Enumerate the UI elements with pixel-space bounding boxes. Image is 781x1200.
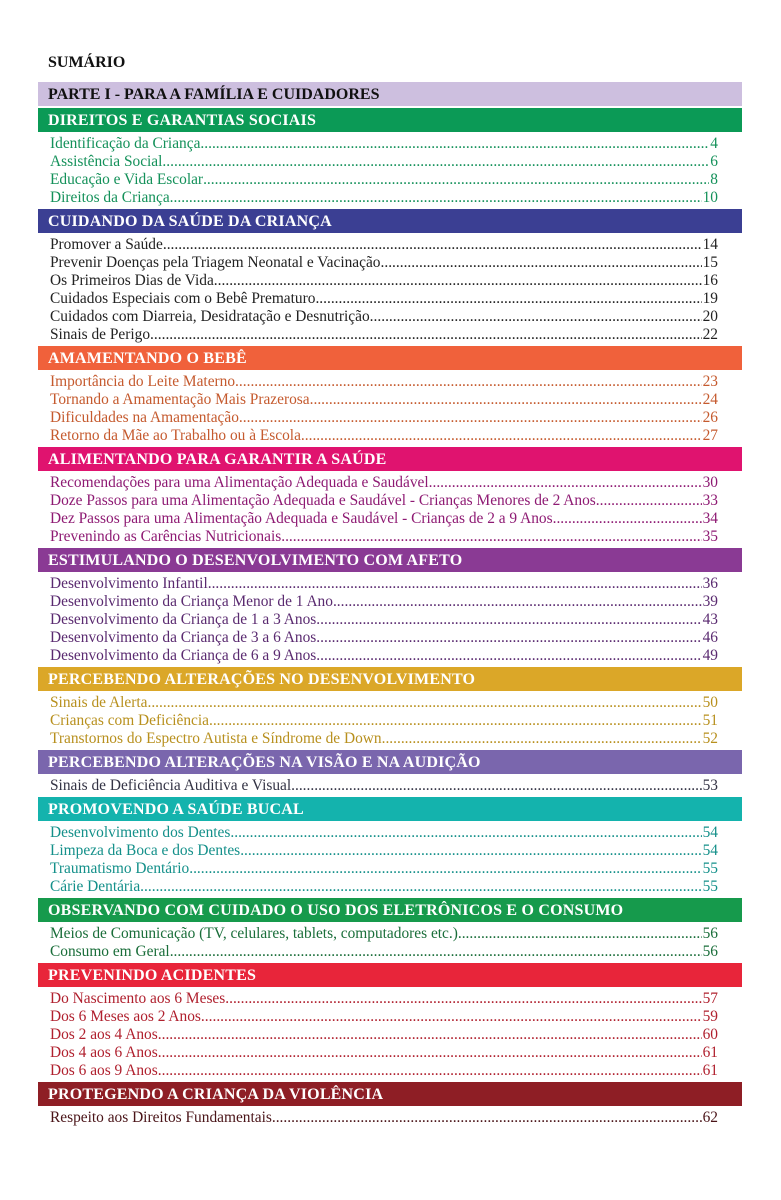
entry-label: Recomendações para uma Alimentação Adequada e Saudável: [50, 474, 429, 491]
toc-entry[interactable]: [50, 189, 718, 207]
entry-label: Sinais de Alerta: [50, 694, 148, 711]
entry-page-number: 51: [702, 712, 718, 729]
entry-page-number: 33: [702, 492, 718, 509]
dot-leader: [214, 272, 702, 290]
entry-page-number: 61: [702, 1044, 718, 1061]
dot-leader: [189, 860, 701, 878]
toc-entry[interactable]: [50, 777, 718, 795]
toc-entry[interactable]: [50, 272, 718, 290]
entry-label: Desenvolvimento da Criança de 3 a 6 Anos: [50, 629, 317, 646]
entry-label: Cuidados com Diarreia, Desidratação e Desnutrição: [50, 308, 370, 325]
toc-entry[interactable]: [50, 308, 718, 326]
entry-label: Limpeza da Boca e dos Dentes: [50, 842, 241, 859]
toc-entry[interactable]: [50, 842, 718, 860]
section-heading: PERCEBENDO ALTERAÇÕES NO DESENVOLVIMENTO: [38, 667, 742, 691]
dot-leader: [163, 236, 702, 254]
toc-entry[interactable]: [50, 171, 718, 189]
entry-label: Dos 4 aos 6 Anos: [50, 1044, 158, 1061]
entry-list: [38, 987, 742, 1080]
entry-page-number: 30: [702, 474, 718, 491]
entry-list: [38, 572, 742, 665]
dot-leader: [429, 474, 702, 492]
entry-label: Do Nascimento aos 6 Meses: [50, 990, 226, 1007]
entry-list: [38, 774, 742, 795]
dot-leader: [596, 492, 702, 510]
entry-list: [38, 691, 742, 748]
toc-entry[interactable]: [50, 611, 718, 629]
dot-leader: [381, 254, 702, 272]
dot-leader: [291, 777, 701, 795]
entry-label: Cuidados Especiais com o Bebê Prematuro: [50, 290, 316, 307]
section-heading: CUIDANDO DA SAÚDE DA CRIANÇA: [38, 209, 742, 233]
toc-entry[interactable]: [50, 373, 718, 391]
entry-page-number: 39: [702, 593, 718, 610]
toc-section: [38, 797, 742, 896]
dot-leader: [201, 1008, 702, 1026]
dot-leader: [553, 510, 702, 528]
entry-page-number: 61: [702, 1062, 718, 1079]
dot-leader: [208, 575, 702, 593]
dot-leader: [150, 326, 702, 344]
entry-label: Desenvolvimento Infantil: [50, 575, 208, 592]
entry-label: Prevenindo as Carências Nutricionais: [50, 528, 282, 545]
page-title: SUMÁRIO: [48, 54, 126, 71]
dot-leader: [301, 427, 702, 445]
entry-page-number: 56: [702, 925, 718, 942]
toc-entry[interactable]: [50, 647, 718, 665]
toc-entry[interactable]: [50, 712, 718, 730]
dot-leader: [162, 153, 709, 171]
entry-page-number: 10: [702, 189, 718, 206]
table-of-contents: [38, 52, 742, 1129]
toc-entry[interactable]: [50, 427, 718, 445]
entry-page-number: 20: [702, 308, 718, 325]
entry-label: Promover a Saúde: [50, 236, 163, 253]
entry-label: Prevenir Doenças pela Triagem Neonatal e Vacinação: [50, 254, 381, 271]
section-heading: AMAMENTANDO O BEBÊ: [38, 346, 742, 370]
toc-section: [38, 963, 742, 1080]
toc-section: [38, 447, 742, 546]
dot-leader: [316, 611, 701, 629]
dot-leader: [209, 712, 702, 730]
section-heading: PROTEGENDO A CRIANÇA DA VIOLÊNCIA: [38, 1082, 742, 1106]
toc-entry[interactable]: [50, 492, 718, 510]
toc-entry[interactable]: [50, 135, 718, 153]
entry-page-number: 6: [710, 153, 718, 170]
entry-list: [38, 922, 742, 961]
toc-entry[interactable]: [50, 474, 718, 492]
dot-leader: [310, 391, 702, 409]
entry-list: [38, 370, 742, 445]
entry-page-number: 16: [702, 272, 718, 289]
toc-entry[interactable]: [50, 409, 718, 427]
entry-page-number: 43: [702, 611, 718, 628]
toc-entry[interactable]: [50, 290, 718, 308]
toc-entry[interactable]: [50, 1008, 718, 1026]
entry-list: [38, 821, 742, 896]
entry-label: Doze Passos para uma Alimentação Adequada e Saudável - Crianças Menores de 2 Anos: [50, 492, 596, 509]
dot-leader: [315, 290, 701, 308]
entry-page-number: 50: [702, 694, 718, 711]
entry-list: [38, 132, 742, 207]
dot-leader: [240, 842, 701, 860]
toc-entry[interactable]: [50, 326, 718, 344]
entry-label: Assistência Social: [50, 153, 163, 170]
entry-page-number: 62: [702, 1109, 718, 1126]
dot-leader: [239, 409, 702, 427]
entry-label: Consumo em Geral: [50, 943, 170, 960]
dot-leader: [225, 990, 701, 1008]
entry-label: Identificação da Criança: [50, 135, 201, 152]
dot-leader: [203, 171, 709, 189]
entry-label: Dificuldades na Amamentação: [50, 409, 239, 426]
entry-page-number: 15: [702, 254, 718, 271]
entry-label: Traumatismo Dentário: [50, 860, 190, 877]
toc-entry[interactable]: [50, 1044, 718, 1062]
entry-page-number: 49: [702, 647, 718, 664]
entry-page-number: 55: [702, 860, 718, 877]
entry-label: Sinais de Deficiência Auditiva e Visual: [50, 777, 292, 794]
dot-leader: [200, 135, 709, 153]
toc-section: [38, 750, 742, 795]
dot-leader: [158, 1026, 702, 1044]
entry-page-number: 56: [702, 943, 718, 960]
entry-label: Importância do Leite Materno: [50, 373, 236, 390]
entry-page-number: 46: [702, 629, 718, 646]
entry-label: Crianças com Deficiência: [50, 712, 209, 729]
dot-leader: [140, 878, 701, 896]
toc-section: [38, 209, 742, 344]
toc-entry[interactable]: [50, 528, 718, 546]
toc-entry[interactable]: [50, 925, 718, 943]
entry-label: Os Primeiros Dias de Vida: [50, 272, 214, 289]
entry-page-number: 27: [702, 427, 718, 444]
entry-label: Desenvolvimento da Criança de 1 a 3 Anos: [50, 611, 317, 628]
toc-entry[interactable]: [50, 990, 718, 1008]
section-heading: PREVENINDO ACIDENTES: [38, 963, 742, 987]
toc-section: [38, 108, 742, 207]
part-heading: PARTE I - PARA A FAMÍLIA E CUIDADORES: [38, 82, 742, 106]
entry-label: Tornando a Amamentação Mais Prazerosa: [50, 391, 310, 408]
toc-entry[interactable]: [50, 153, 718, 171]
entry-page-number: 8: [710, 171, 718, 188]
toc-entry[interactable]: [50, 860, 718, 878]
entry-page-number: 14: [702, 236, 718, 253]
entry-label: Dos 6 aos 9 Anos: [50, 1062, 158, 1079]
dot-leader: [458, 925, 702, 943]
entry-label: Transtornos do Espectro Autista e Síndrome de Down: [50, 730, 382, 747]
entry-page-number: 57: [702, 990, 718, 1007]
toc-entry[interactable]: [50, 694, 718, 712]
toc-entry[interactable]: [50, 824, 718, 842]
dot-leader: [272, 1109, 702, 1127]
toc-entry[interactable]: [50, 236, 718, 254]
toc-entry[interactable]: [50, 1062, 718, 1080]
dot-leader: [235, 373, 702, 391]
entry-page-number: 60: [702, 1026, 718, 1043]
toc-entry[interactable]: [50, 254, 718, 272]
toc-section: [38, 898, 742, 961]
toc-section: [38, 667, 742, 748]
toc-entry[interactable]: [50, 593, 718, 611]
toc-entry[interactable]: [50, 629, 718, 647]
entry-page-number: 53: [702, 777, 718, 794]
toc-entry[interactable]: [50, 575, 718, 593]
dot-leader: [316, 647, 701, 665]
entry-page-number: 23: [702, 373, 718, 390]
dot-leader: [230, 824, 701, 842]
section-heading: ALIMENTANDO PARA GARANTIR A SAÚDE: [38, 447, 742, 471]
entry-list: [38, 233, 742, 344]
entry-label: Cárie Dentária: [50, 878, 141, 895]
section-heading: DIREITOS E GARANTIAS SOCIAIS: [38, 108, 742, 132]
section-list: [38, 108, 742, 1127]
entry-page-number: 59: [702, 1008, 718, 1025]
entry-label: Dos 2 aos 4 Anos: [50, 1026, 158, 1043]
entry-page-number: 52: [702, 730, 718, 747]
section-heading: PROMOVENDO A SAÚDE BUCAL: [38, 797, 742, 821]
dot-leader: [333, 593, 702, 611]
entry-page-number: 34: [702, 510, 718, 527]
toc-entry[interactable]: [50, 391, 718, 409]
section-heading: PERCEBENDO ALTERAÇÕES NA VISÃO E NA AUDIÇÃO: [38, 750, 742, 774]
entry-page-number: 19: [702, 290, 718, 307]
toc-entry[interactable]: [50, 510, 718, 528]
dot-leader: [370, 308, 702, 326]
toc-entry[interactable]: [50, 943, 718, 961]
toc-section: [38, 1082, 742, 1127]
toc-entry[interactable]: [50, 878, 718, 896]
entry-label: Desenvolvimento da Criança de 6 a 9 Anos: [50, 647, 317, 664]
dot-leader: [147, 694, 701, 712]
entry-list: [38, 1106, 742, 1127]
dot-leader: [158, 1062, 702, 1080]
toc-entry[interactable]: [50, 1109, 718, 1127]
toc-section: [38, 346, 742, 445]
entry-page-number: 35: [702, 528, 718, 545]
dot-leader: [382, 730, 702, 748]
toc-section: [38, 548, 742, 665]
entry-page-number: 54: [702, 842, 718, 859]
entry-page-number: 22: [702, 326, 718, 343]
section-heading: OBSERVANDO COM CUIDADO O USO DOS ELETRÔNICOS E O CONSUMO: [38, 898, 742, 922]
entry-label: Desenvolvimento da Criança Menor de 1 Ano: [50, 593, 333, 610]
dot-leader: [170, 943, 702, 961]
entry-label: Direitos da Criança: [50, 189, 170, 206]
dot-leader: [281, 528, 701, 546]
entry-page-number: 24: [702, 391, 718, 408]
dot-leader: [158, 1044, 702, 1062]
section-heading: ESTIMULANDO O DESENVOLVIMENTO COM AFETO: [38, 548, 742, 572]
entry-label: Meios de Comunicação (TV, celulares, tablets, computadores etc.): [50, 925, 458, 942]
entry-label: Sinais de Perigo: [50, 326, 151, 343]
entry-label: Retorno da Mãe ao Trabalho ou à Escola: [50, 427, 301, 444]
entry-page-number: 26: [702, 409, 718, 426]
entry-label: Respeito aos Direitos Fundamentais: [50, 1109, 272, 1126]
entry-label: Dos 6 Meses aos 2 Anos: [50, 1008, 201, 1025]
entry-label: Dez Passos para uma Alimentação Adequada e Saudável - Crianças de 2 a 9 Anos: [50, 510, 553, 527]
entry-page-number: 55: [702, 878, 718, 895]
entry-page-number: 36: [702, 575, 718, 592]
toc-entry[interactable]: [50, 730, 718, 748]
entry-page-number: 54: [702, 824, 718, 841]
dot-leader: [170, 189, 702, 207]
entry-label: Educação e Vida Escolar: [50, 171, 204, 188]
entry-page-number: 4: [710, 135, 718, 152]
entry-list: [38, 471, 742, 546]
toc-entry[interactable]: [50, 1026, 718, 1044]
entry-label: Desenvolvimento dos Dentes: [50, 824, 231, 841]
dot-leader: [316, 629, 701, 647]
